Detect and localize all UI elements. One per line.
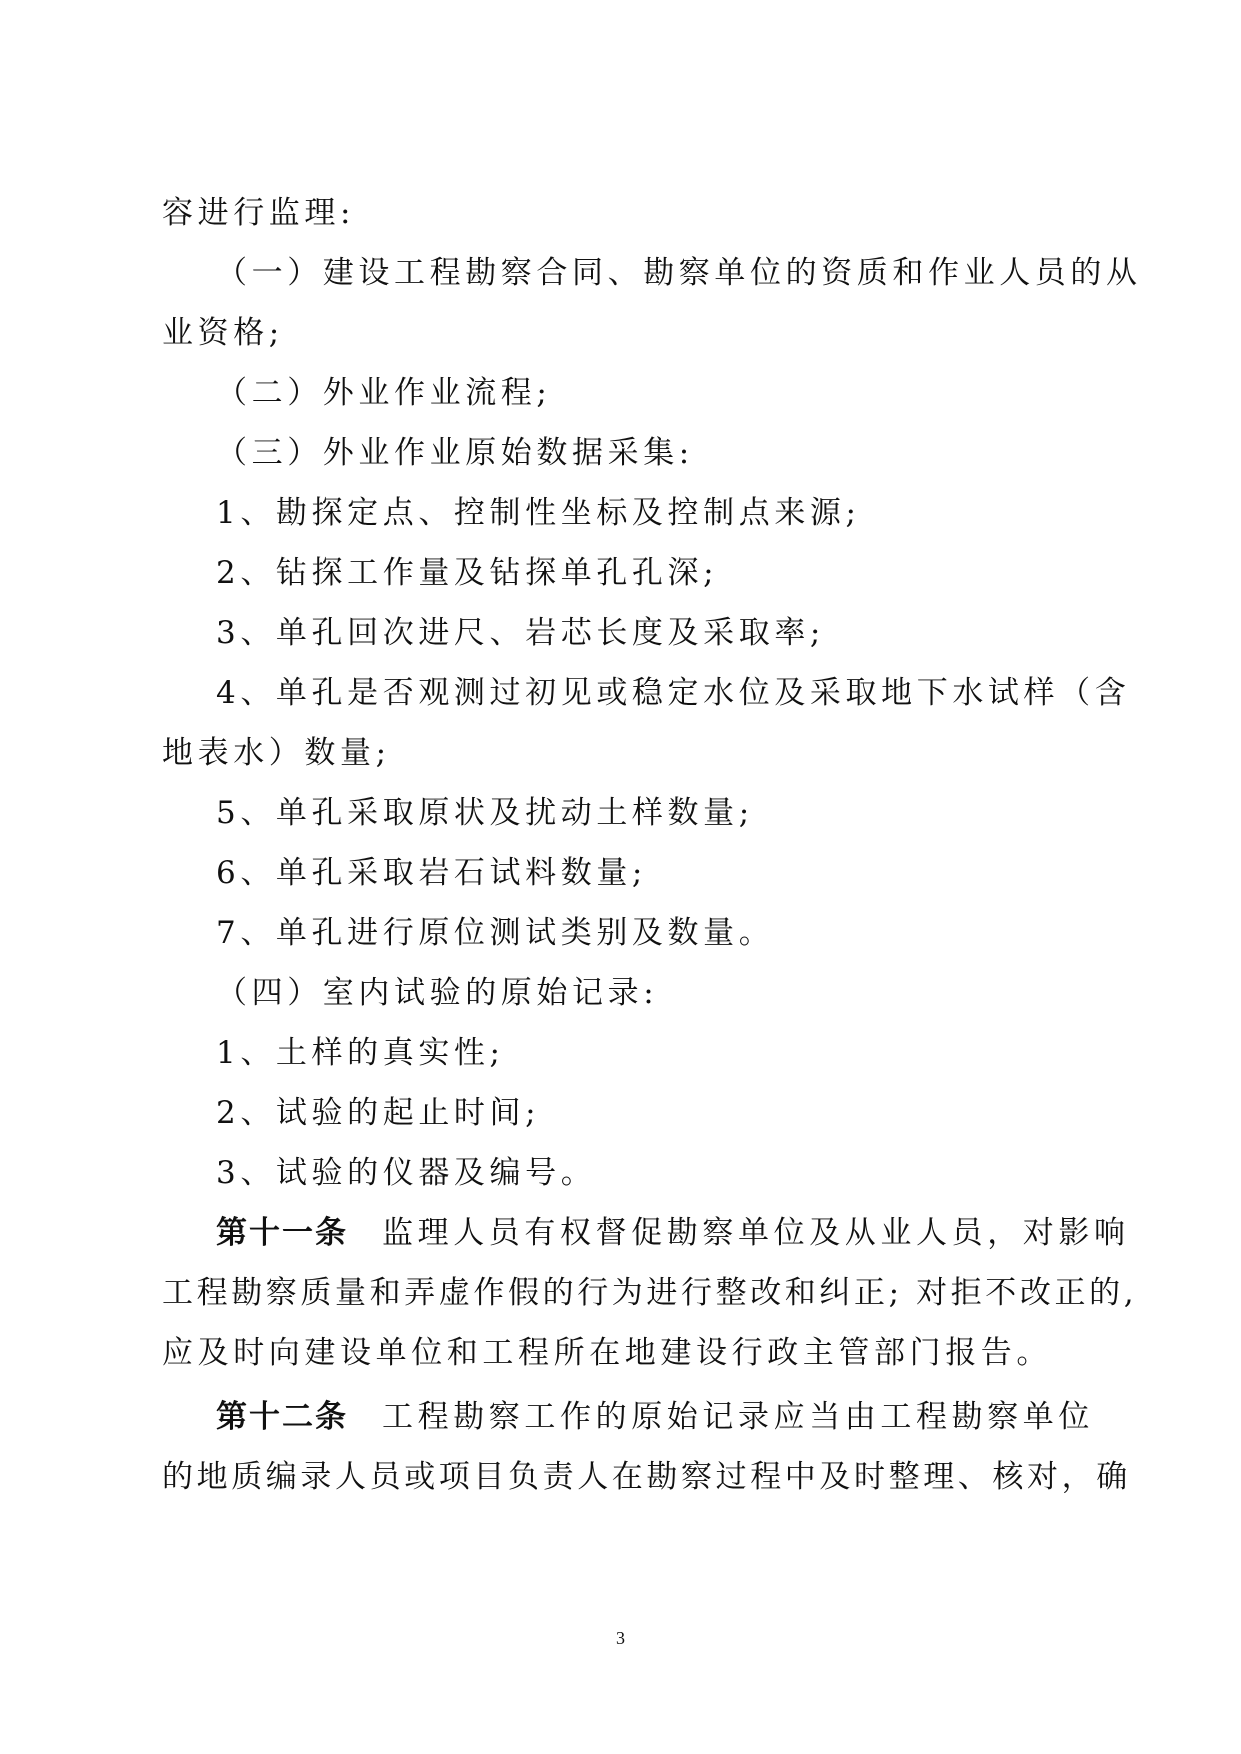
text-line: （二）外业作业流程; [216, 375, 552, 411]
text-line: （四）室内试验的原始记录: [216, 975, 659, 1011]
text-line: 的地质编录人员或项目负责人在勘察过程中及时整理、核对，确 [162, 1459, 1131, 1495]
text-line: 3、单孔回次进尺、岩芯长度及采取率; [216, 615, 825, 651]
text-line: 2、试验的起止时间; [216, 1095, 541, 1131]
text-line: 1、勘探定点、控制性坐标及控制点来源; [216, 495, 861, 531]
text-line: 地表水）数量; [162, 735, 391, 771]
article-11-heading: 第十一条 [216, 1215, 348, 1251]
text-line: 4、单孔是否观测过初见或稳定水位及采取地下水试样（含 [216, 675, 1131, 711]
text-line: 业资格; [162, 315, 284, 351]
text-line: （一）建设工程勘察合同、勘察单位的资质和作业人员的从 [216, 255, 1142, 291]
text-line: 容进行监理: [162, 195, 356, 231]
article-11-line [216, 1213, 1130, 1253]
text-line: 工程勘察质量和弄虚作假的行为进行整改和纠正; 对拒不改正的, [162, 1275, 1138, 1311]
text-line: 2、钻探工作量及钻探单孔孔深; [216, 555, 719, 591]
text-line: 3、试验的仪器及编号。 [216, 1155, 597, 1191]
article-12-line [216, 1397, 1094, 1437]
article-12-heading: 第十二条 [216, 1399, 348, 1435]
text-line: 1、土样的真实性; [216, 1035, 505, 1071]
page-number: 3 [616, 1628, 625, 1648]
text-line: （三）外业作业原始数据采集: [216, 435, 694, 471]
text-line: 5、单孔采取原状及扰动土样数量; [216, 795, 754, 831]
text-line: 应及时向建设单位和工程所在地建设行政主管部门报告。 [162, 1335, 1052, 1371]
text-line: 7、单孔进行原位测试类别及数量。 [216, 915, 775, 951]
text-line: 6、单孔采取岩石试料数量; [216, 855, 647, 891]
article-11-text: 监理人员有权督促勘察单位及从业人员，对影响 [382, 1215, 1130, 1251]
article-12-text: 工程勘察工作的原始记录应当由工程勘察单位 [382, 1399, 1094, 1435]
